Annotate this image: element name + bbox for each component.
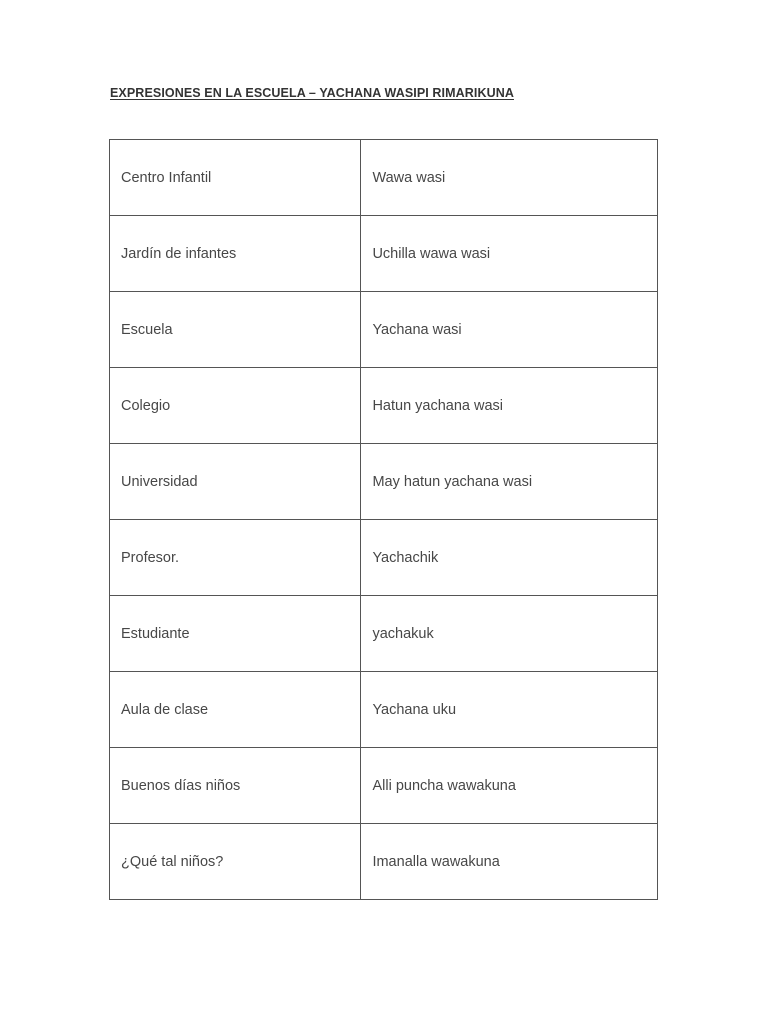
kichwa-term: Alli puncha wawakuna bbox=[361, 748, 658, 824]
table-row bbox=[110, 368, 658, 444]
table-row bbox=[110, 596, 658, 672]
table-row bbox=[110, 748, 658, 824]
table-row bbox=[110, 444, 658, 520]
kichwa-term: Uchilla wawa wasi bbox=[361, 216, 658, 292]
kichwa-term: Yachana uku bbox=[361, 672, 658, 748]
kichwa-term: Wawa wasi bbox=[361, 140, 658, 216]
kichwa-term: Yachachik bbox=[361, 520, 658, 596]
kichwa-term: yachakuk bbox=[361, 596, 658, 672]
spanish-term: Jardín de infantes bbox=[110, 216, 361, 292]
table-row bbox=[110, 216, 658, 292]
table-row bbox=[110, 824, 658, 900]
kichwa-term: Imanalla wawakuna bbox=[361, 824, 658, 900]
vocabulary-table bbox=[109, 139, 658, 900]
kichwa-term: May hatun yachana wasi bbox=[361, 444, 658, 520]
kichwa-term: Hatun yachana wasi bbox=[361, 368, 658, 444]
spanish-term: Universidad bbox=[110, 444, 361, 520]
table-row bbox=[110, 520, 658, 596]
spanish-term: Buenos días niños bbox=[110, 748, 361, 824]
spanish-term: Profesor. bbox=[110, 520, 361, 596]
spanish-term: Colegio bbox=[110, 368, 361, 444]
spanish-term: Centro Infantil bbox=[110, 140, 361, 216]
spanish-term: Estudiante bbox=[110, 596, 361, 672]
document-title: EXPRESIONES EN LA ESCUELA – YACHANA WASIPI RIMARIKUNA bbox=[110, 86, 514, 100]
spanish-term: Escuela bbox=[110, 292, 361, 368]
table-row bbox=[110, 672, 658, 748]
spanish-term: Aula de clase bbox=[110, 672, 361, 748]
spanish-term: ¿Qué tal niños? bbox=[110, 824, 361, 900]
kichwa-term: Yachana wasi bbox=[361, 292, 658, 368]
table-row bbox=[110, 140, 658, 216]
table-row bbox=[110, 292, 658, 368]
